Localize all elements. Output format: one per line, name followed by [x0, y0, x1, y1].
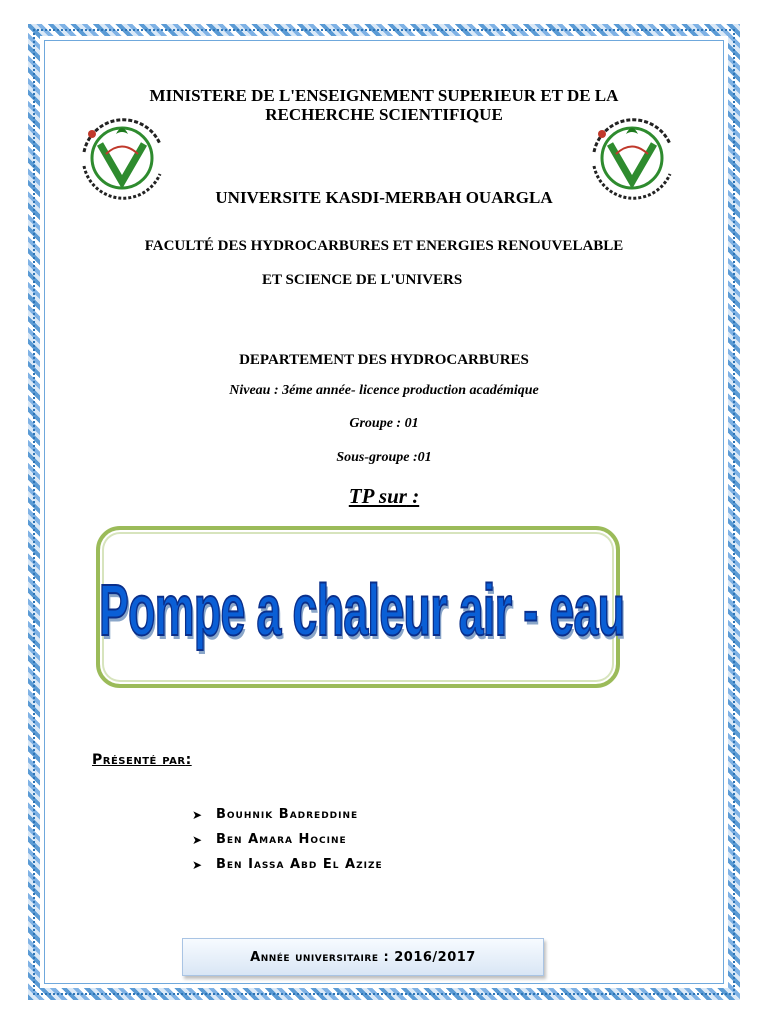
list-item [192, 802, 383, 827]
academic-year-box [182, 938, 544, 976]
list-item [192, 827, 383, 852]
member-name: Bouhnik Badreddine [216, 807, 359, 822]
faculty-name: FACULTÉ DES HYDROCARBURES ET ENERGIES RENOUVELABLE [144, 238, 624, 254]
title-frame [96, 526, 625, 688]
subgroup-text: Sous-groupe :01 [336, 450, 432, 465]
arrowhead-icon: ➤ [192, 807, 204, 822]
list-item [192, 852, 383, 877]
ministry-heading [0, 86, 768, 124]
presented-by-text: Présenté par [92, 752, 186, 768]
academic-year-text: Année universitaire : 2016/2017 [250, 949, 476, 965]
faculty-name-continued: ET SCIENCE DE L'UNIVERS [262, 272, 463, 288]
university-name: UNIVERSITE KASDI-MERBAH OUARGLA [215, 188, 553, 207]
ministry-line-2: RECHERCHE SCIENTIFIQUE [265, 105, 503, 124]
department-name: DEPARTEMENT DES HYDROCARBURES [239, 352, 529, 368]
member-list [192, 802, 383, 877]
tp-colon: : [406, 484, 420, 508]
presented-by-label [92, 752, 192, 768]
ministry-line-1: MINISTERE DE L'ENSEIGNEMENT SUPERIEUR ET DE LA [149, 86, 619, 105]
level-text: Niveau : 3éme année- licence production académique [229, 383, 539, 398]
arrowhead-icon: ➤ [192, 832, 204, 847]
tp-heading [0, 484, 768, 509]
member-name: Ben Amara Hocine [216, 832, 347, 847]
document-title-text: Pompe a chaleur air - eau [99, 571, 625, 651]
arrowhead-icon: ➤ [192, 857, 204, 872]
tp-label: TP sur [348, 484, 407, 508]
member-name: Ben Iassa Abd El Azize [216, 857, 383, 872]
group-text: Groupe : 01 [349, 416, 419, 431]
presented-by-colon: : [185, 752, 192, 768]
document-title [100, 530, 624, 692]
